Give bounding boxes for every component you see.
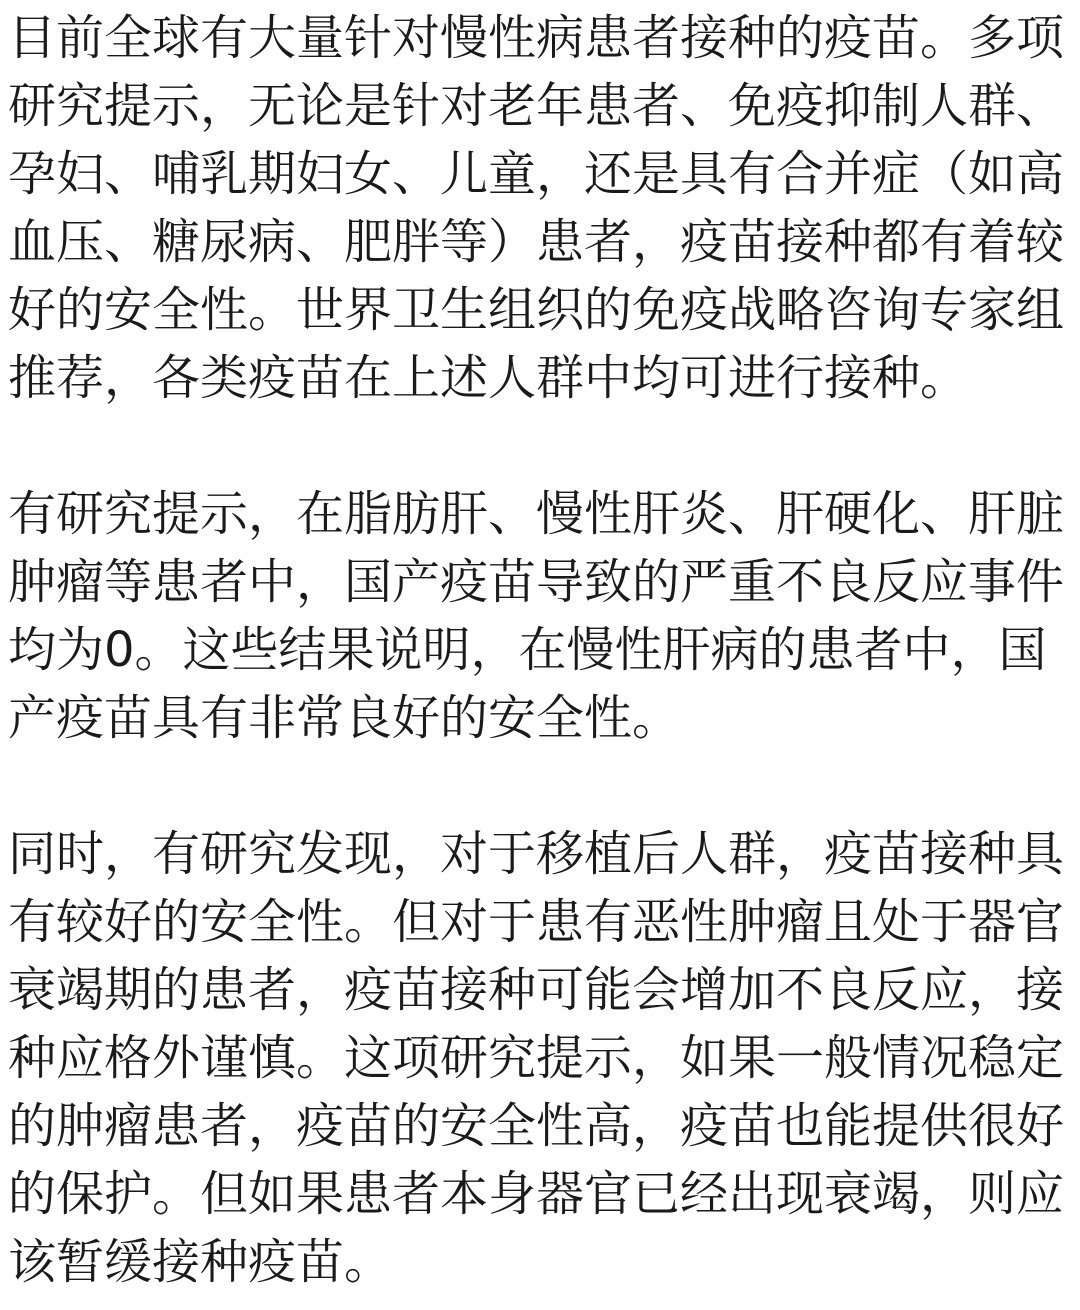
article-body: [8, 4, 1076, 1296]
paragraph-transplant-tumor-safety: 同时，有研究发现，对于移植后人群，疫苗接种具有较好的安全性。但对于患有恶性肿瘤且处于器官衰竭期的患者，疫苗接种可能会增加不良反应，接种应格外谨慎。这项研究提示，如果一般情况稳定的肿瘤患者，疫苗的安全性高，疫苗也能提供很好的保护。但如果患者本身器官已经出现衰竭，则应该暂缓接种疫苗。: [8, 826, 1065, 1290]
paragraph-liver-disease-safety: 有研究提示，在脂肪肝、慢性肝炎、肝硬化、肝脏肿瘤等患者中，国产疫苗导致的严重不良反应事件均为0。这些结果说明，在慢性肝病的患者中，国产疫苗具有非常良好的安全性。: [8, 486, 1065, 746]
paragraph-vaccine-safety-overview: 目前全球有大量针对慢性病患者接种的疫苗。多项研究提示，无论是针对老年患者、免疫抑制人群、孕妇、哺乳期妇女、儿童，还是具有合并症（如高血压、糖尿病、肥胖等）患者，疫苗接种都有着较好的安全性。世界卫生组织的免疫战略咨询专家组推荐，各类疫苗在上述人群中均可进行接种。: [8, 10, 1065, 406]
